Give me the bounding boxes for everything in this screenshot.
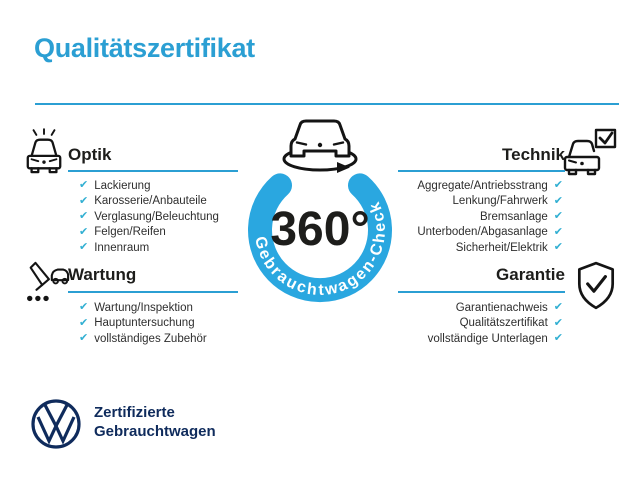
list-item: ✔ Wartung/Inspektion (79, 301, 193, 314)
list-item: Sicherheit/Elektrik ✔ (455, 241, 563, 254)
check-icon: ✔ (553, 179, 563, 192)
check-icon: ✔ (553, 301, 563, 314)
car-checkbox-icon (563, 127, 619, 179)
section-title-optik: Optik (68, 145, 112, 164)
section-title-technik: Technik (502, 145, 565, 164)
check-icon: ✔ (553, 225, 563, 238)
check-icon: ✔ (79, 225, 89, 238)
list-item: ✔ Felgen/Reifen (79, 225, 166, 239)
list-item: Unterboden/Abgasanlage ✔ (417, 225, 563, 239)
list-item: ✔ Lackierung (79, 179, 151, 192)
page-title: Qualitätszertifikat (34, 33, 255, 63)
service-checklist-icon (23, 259, 71, 309)
vw-logo (30, 398, 82, 450)
check-icon: ✔ (79, 301, 89, 314)
check-icon: ✔ (553, 241, 563, 254)
360-check-ring (225, 112, 415, 312)
check-icon: ✔ (79, 332, 89, 345)
check-icon: ✔ (79, 194, 89, 207)
check-icon: ✔ (79, 210, 89, 223)
brand-wordmark (94, 403, 216, 441)
list-item: Aggregate/Antriebsstrang ✔ (417, 179, 563, 192)
ring-value: 360° (270, 203, 370, 256)
section-title-garantie: Garantie (496, 265, 565, 284)
section-rule-wartung (68, 291, 238, 293)
list-item: ✔ Verglasung/Beleuchtung (79, 210, 219, 223)
optik-checklist (79, 178, 219, 256)
check-icon: ✔ (79, 241, 89, 254)
wartung-checklist (79, 300, 207, 347)
check-icon: ✔ (553, 332, 563, 345)
check-icon: ✔ (553, 194, 563, 207)
list-item: ✔ Innenraum (79, 241, 150, 254)
section-rule-garantie (398, 291, 565, 293)
car-rotation-icon (291, 121, 349, 156)
technik-checklist (417, 178, 563, 256)
header-divider (35, 103, 619, 105)
section-title-wartung: Wartung (68, 265, 137, 284)
garantie-checklist (428, 300, 563, 347)
arrowhead (337, 162, 350, 173)
check-icon: ✔ (553, 210, 563, 223)
car-shine-icon (23, 127, 65, 181)
list-item: Qualitätszertifikat ✔ (459, 316, 563, 330)
brand-line-2: Gebrauchtwagen (94, 423, 216, 440)
list-item: vollständige Unterlagen ✔ (427, 332, 563, 345)
list-item: Bremsanlage ✔ (480, 210, 563, 223)
brand-line-1: Zertifizierte (94, 404, 175, 421)
section-rule-technik (398, 170, 565, 172)
check-icon: ✔ (79, 316, 89, 329)
check-icon: ✔ (553, 316, 563, 329)
shield-check-icon (575, 261, 617, 311)
ring-label: Gebrauchtwagen-Check (251, 197, 390, 300)
list-item: ✔ Hauptuntersuchung (79, 316, 195, 330)
list-item: ✔ Karosserie/Anbauteile (79, 194, 207, 208)
list-item: Garantienachweis ✔ (455, 301, 563, 314)
list-item: Lenkung/Fahrwerk ✔ (452, 194, 563, 208)
list-item: ✔ vollständiges Zubehör (79, 332, 207, 345)
section-rule-optik (68, 170, 238, 172)
check-icon: ✔ (79, 179, 89, 192)
